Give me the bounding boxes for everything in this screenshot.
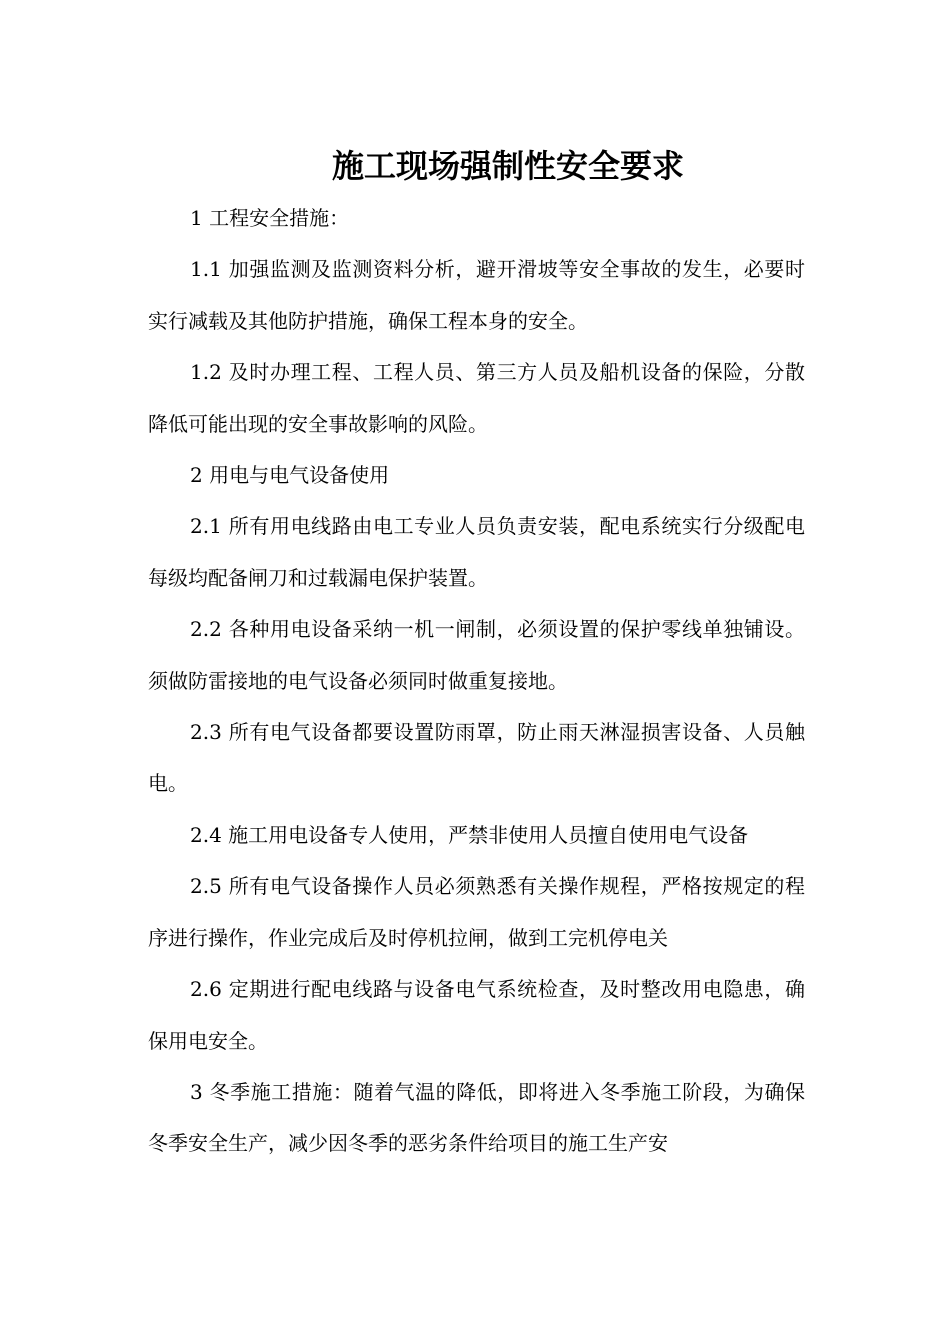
paragraph-2-1: 2.1 所有用电线路由电工专业人员负责安装，配电系统实行分级配电每级均配备闸刀和过载漏电保护装置。 [148, 514, 805, 590]
section-heading-2: 2 用电与电气设备使用 [190, 463, 390, 488]
document-title: 施工现场强制性安全要求 [331, 147, 684, 186]
document-body [148, 193, 805, 1170]
paragraph-2-5: 2.5 所有电气设备操作人员必须熟悉有关操作规程，严格按规定的程序进行操作，作业完成后及时停机拉闸，做到工完机停电关 [148, 874, 805, 950]
paragraph-1-2: 1.2 及时办理工程、工程人员、第三方人员及船机设备的保险，分散降低可能出现的安全事故影响的风险。 [148, 360, 805, 436]
paragraph-2-2: 2.2 各种用电设备采纳一机一闸制，必须设置的保护零线单独铺设。须做防雷接地的电气设备必须同时做重复接地。 [148, 617, 805, 693]
section-heading-1: 1 工程安全措施： [190, 206, 350, 230]
paragraph-2-6: 2.6 定期进行配电线路与设备电气系统检查，及时整改用电隐患，确保用电安全。 [148, 977, 805, 1053]
section-heading-3: 3 冬季施工措施：随着气温的降低，即将进入冬季施工阶段，为确保冬季安全生产，减少因冬季的恶劣条件给项目的施工生产安 [148, 1079, 805, 1156]
paragraph-2-3: 2.3 所有电气设备都要设置防雨罩，防止雨天淋湿损害设备、人员触电。 [148, 720, 805, 796]
paragraph-2-4: 2.4 施工用电设备专人使用，严禁非使用人员擅自使用电气设备 [190, 822, 749, 847]
paragraph-1-1: 1.1 加强监测及监测资料分析，避开滑坡等安全事故的发生，必要时实行减载及其他防护措施，确保工程本身的安全。 [148, 257, 805, 333]
